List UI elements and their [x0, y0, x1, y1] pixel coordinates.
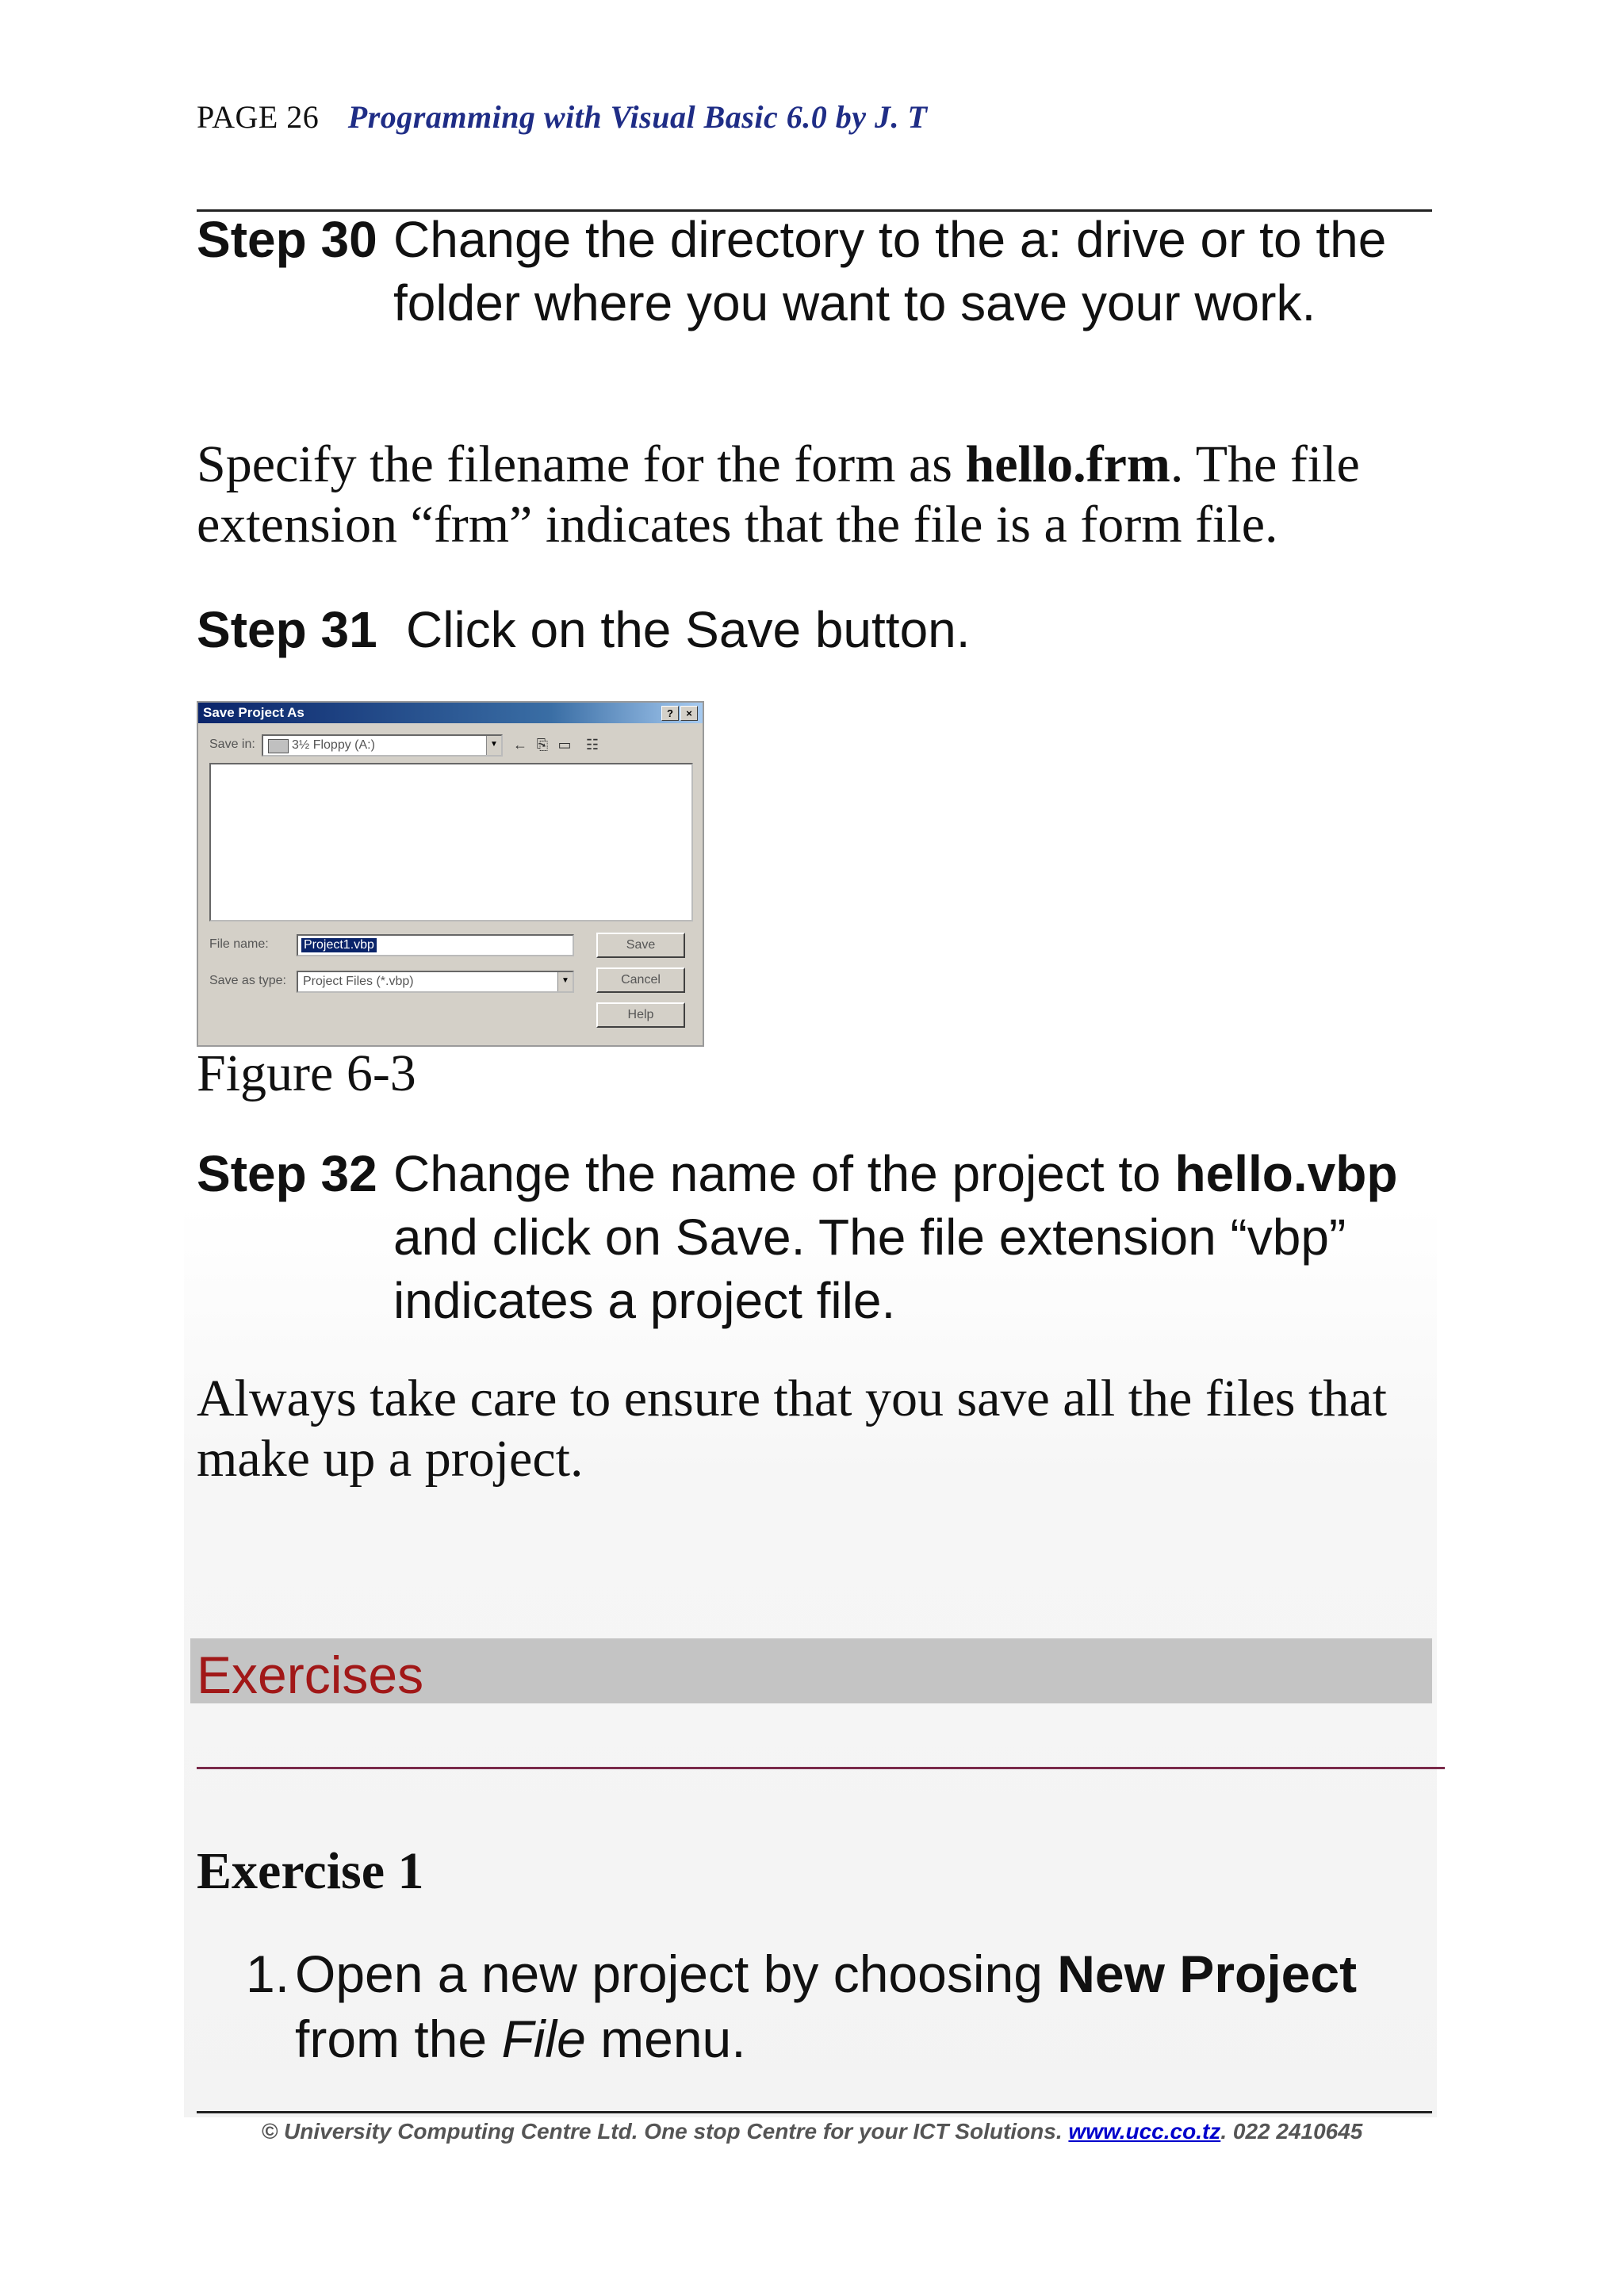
list-text [295, 1941, 1453, 2071]
dialog-title: Save Project As [203, 705, 304, 720]
save-type-label: Save as type: [209, 974, 286, 987]
project-name-bold: hello.vbp [1174, 1145, 1398, 1202]
save-in-label: Save in: [209, 738, 255, 751]
view-menu-icon[interactable]: ☷ [585, 737, 599, 753]
step-text: Click on the Save button. [406, 601, 971, 658]
reminder-paragraph: Always take care to ensure that you save all the files that make up a project. [197, 1370, 1387, 1488]
save-type-value: Project Files (*.vbp) [303, 975, 414, 988]
help-button[interactable]: Help [596, 1002, 685, 1028]
up-folder-icon[interactable]: ⎘ [536, 737, 549, 753]
step-31 [197, 598, 1434, 661]
list-number: 1. [246, 1944, 290, 2003]
step-label: Step 32 [197, 1145, 377, 1202]
exercise-1-title: Exercise 1 [197, 1842, 424, 1900]
step-label: Step 31 [197, 601, 377, 658]
step-text-pre: Change the name of the project to [393, 1145, 1175, 1202]
file-name-value: Project1.vbp [301, 938, 377, 952]
file-menu-italic: File [501, 2010, 586, 2068]
save-type-dropdown[interactable] [297, 971, 574, 993]
new-project-bold: New Project [1057, 1944, 1358, 2003]
running-header [197, 98, 927, 136]
step-text: Change the directory to the a: drive or to the folder where you want to save your work. [393, 211, 1387, 331]
page-number: PAGE 26 [197, 99, 320, 135]
footer-phone: . 022 2410645 [1220, 2119, 1363, 2144]
save-button[interactable]: Save [596, 933, 685, 958]
list-text-post: menu. [585, 2010, 746, 2068]
footer-rule [197, 2111, 1432, 2113]
footer-text: © University Computing Centre Ltd. One stop Centre for your ICT Solutions. [261, 2119, 1063, 2144]
help-icon[interactable]: ? [661, 706, 679, 721]
filename-bold: hello.frm [965, 435, 1170, 493]
file-name-label: File name: [209, 937, 269, 951]
new-folder-icon[interactable]: ▭ [557, 737, 572, 753]
para-text-end: . The file extension “frm” indicates that the file is a form file. [197, 435, 1360, 554]
figure-caption: Figure 6-3 [197, 1044, 416, 1102]
file-list[interactable] [209, 763, 693, 921]
chevron-down-icon: ▼ [557, 972, 573, 991]
chevron-down-icon: ▼ [486, 736, 501, 755]
dialog-titlebar [198, 703, 703, 723]
list-text-pre: Open a new project by choosing [295, 1944, 1058, 2003]
exercises-rule [197, 1767, 1445, 1769]
book-title: Programming with Visual Basic 6.0 by J. T [347, 99, 928, 135]
list-text-mid: from the [295, 2010, 502, 2068]
close-icon[interactable]: × [680, 706, 698, 721]
para-text: Specify the filename for the form as [197, 435, 966, 493]
exercises-heading: Exercises [197, 1646, 424, 1704]
step-label: Step 30 [197, 211, 377, 268]
step-text-post: and click on Save. The file extension “vbp” indicates a project file. [393, 1209, 1346, 1329]
file-name-input[interactable] [297, 934, 574, 956]
step-32 [197, 1142, 1434, 1340]
save-in-value: 3½ Floppy (A:) [292, 738, 375, 752]
step-30 [197, 208, 1434, 398]
footer-link[interactable]: www.ucc.co.tz [1068, 2119, 1221, 2144]
filename-paragraph [197, 435, 1434, 555]
save-in-dropdown[interactable] [262, 734, 503, 757]
footer [0, 2119, 1624, 2144]
step-text [393, 1142, 1424, 1332]
back-arrow-icon[interactable]: ← [513, 737, 527, 753]
floppy-icon [268, 739, 289, 753]
save-project-dialog [197, 701, 704, 1047]
cancel-button[interactable]: Cancel [596, 967, 685, 993]
